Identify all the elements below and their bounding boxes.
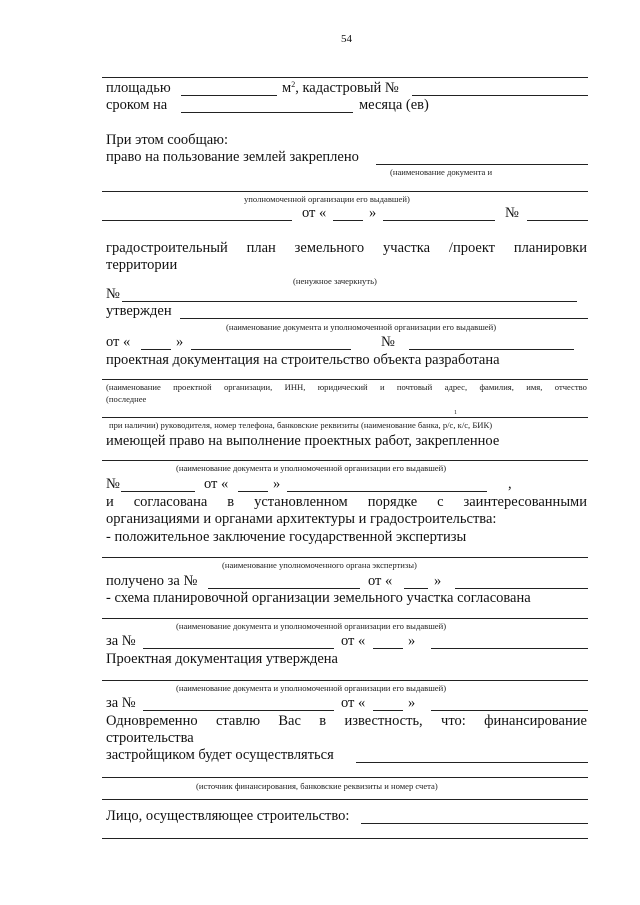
- designer-field[interactable]: [102, 379, 588, 380]
- date-field[interactable]: [455, 588, 588, 589]
- notify-line-2: строительства: [106, 730, 194, 746]
- day-field[interactable]: [141, 349, 171, 350]
- from-label: от «: [204, 476, 229, 492]
- gpzu-line-2: территории: [106, 257, 178, 273]
- builder-field[interactable]: [361, 823, 588, 824]
- field-line: [102, 77, 588, 78]
- from-label: от «: [368, 573, 393, 589]
- from-label: от «: [341, 633, 366, 649]
- designer-hint-2: (последнее: [106, 394, 147, 404]
- area-label: площадью: [106, 80, 171, 96]
- right-doc-hint: (наименование документа и уполномоченной организации его выдавшей): [176, 463, 447, 473]
- finance-field-2[interactable]: [102, 777, 588, 778]
- term-field[interactable]: [181, 112, 353, 113]
- project-docs-text: проектная документация на строительство объекта разработана: [106, 352, 500, 368]
- agreed-line-2: организациями и органами архитектуры и градостроительства:: [106, 511, 497, 527]
- for-number-label: за №: [106, 695, 136, 711]
- received-label: получено за №: [106, 573, 198, 589]
- land-doc-hint: (наименование документа и: [390, 167, 493, 177]
- number-sign: №: [381, 334, 395, 350]
- scheme-field[interactable]: [102, 618, 588, 619]
- quote-close: »: [176, 334, 184, 350]
- intro-text: При этом сообщаю:: [106, 132, 229, 148]
- number-sign: №: [106, 476, 120, 492]
- date-field[interactable]: [431, 648, 588, 649]
- cadastral-field[interactable]: [412, 95, 588, 96]
- separator-line: [102, 799, 588, 800]
- date-field[interactable]: [287, 491, 487, 492]
- finance-field[interactable]: [356, 762, 588, 763]
- for-number-label: за №: [106, 633, 136, 649]
- finance-hint: (источник финансирования, банковские реквизиты и номер счета): [196, 781, 438, 791]
- land-right-field[interactable]: [376, 164, 588, 165]
- right-to-design-text: имеющей право на выполнение проектных работ, закрепленное: [106, 433, 500, 449]
- day-field[interactable]: [404, 588, 428, 589]
- number-field[interactable]: [527, 220, 588, 221]
- area-unit: $м^2$, кадастровый №: [282, 80, 399, 96]
- designer-field-2[interactable]: [102, 417, 588, 418]
- day-field[interactable]: [238, 491, 268, 492]
- date-field[interactable]: [431, 710, 588, 711]
- builder-field-2[interactable]: [102, 838, 588, 839]
- area-field[interactable]: [181, 95, 277, 96]
- right-doc-field[interactable]: [102, 460, 588, 461]
- docs-approved-hint: (наименование документа и уполномоченной организации его выдавшей): [176, 683, 447, 693]
- number-field[interactable]: [143, 710, 334, 711]
- number-sign: №: [106, 286, 120, 302]
- term-label: сроком на: [106, 97, 168, 113]
- number-field[interactable]: [409, 349, 574, 350]
- approved-field[interactable]: [180, 318, 588, 319]
- scheme-hint: (наименование документа и уполномоченной организации его выдавшей): [176, 621, 447, 631]
- day-field[interactable]: [373, 648, 403, 649]
- designer-hint-3: при наличии) руководителя, номер телефона, банковские реквизиты (наименование банка, р/с, к/с, БИК): [109, 420, 493, 430]
- expertise-field[interactable]: [102, 557, 588, 558]
- gpzu-line: градостроительный план земельного участка /проект планировки: [106, 240, 587, 256]
- scheme-text: - схема планировочной организации земельного участка согласована: [106, 590, 531, 606]
- page-number: 54: [341, 33, 352, 45]
- quote-close: »: [434, 573, 442, 589]
- agreed-line: и согласована в установленном порядке с заинтересованными: [106, 494, 587, 510]
- number-sign: №: [505, 205, 519, 221]
- notify-line-3: застройщиком будет осуществляться: [106, 747, 334, 763]
- from-label: от «: [302, 205, 327, 221]
- gpzu-number-field[interactable]: [122, 301, 577, 302]
- term-unit: месяца (ев): [359, 97, 429, 113]
- footnote-mark: 1: [454, 410, 457, 416]
- land-right-text: право на пользование землей закреплено: [106, 149, 359, 165]
- docs-approved-text: Проектная документация утверждена: [106, 651, 338, 667]
- land-doc-field[interactable]: [102, 191, 588, 192]
- number-field[interactable]: [121, 491, 195, 492]
- notify-line: Одновременно ставлю Вас в известность, что: финансирование: [106, 713, 587, 729]
- comma: ,: [508, 476, 512, 492]
- land-org-hint: уполномоченной организации его выдавшей): [244, 194, 410, 204]
- quote-close: »: [369, 205, 377, 221]
- strike-hint: (ненужное зачеркнуть): [293, 276, 377, 286]
- expertise-hint: (наименование уполномоченного органа экспертизы): [222, 560, 417, 570]
- from-label: от «: [106, 334, 131, 350]
- number-field[interactable]: [208, 588, 360, 589]
- builder-label: Лицо, осуществляющее строительство:: [106, 808, 350, 824]
- quote-close: »: [408, 695, 416, 711]
- quote-close: »: [273, 476, 281, 492]
- approved-hint: (наименование документа и уполномоченной организации его выдавшей): [226, 322, 497, 332]
- day-field[interactable]: [373, 710, 403, 711]
- date-field[interactable]: [383, 220, 495, 221]
- docs-approved-field[interactable]: [102, 680, 588, 681]
- expertise-text: - положительное заключение государственной экспертизы: [106, 529, 467, 545]
- quote-close: »: [408, 633, 416, 649]
- date-field[interactable]: [191, 349, 351, 350]
- from-label: от «: [341, 695, 366, 711]
- designer-hint: (наименование проектной организации, ИНН, юридический и почтовый адрес, фамилия, имя, отчество: [106, 382, 587, 392]
- land-doc-field-2[interactable]: [102, 220, 292, 221]
- number-field[interactable]: [143, 648, 334, 649]
- day-field[interactable]: [333, 220, 363, 221]
- approved-label: утвержден: [106, 303, 172, 319]
